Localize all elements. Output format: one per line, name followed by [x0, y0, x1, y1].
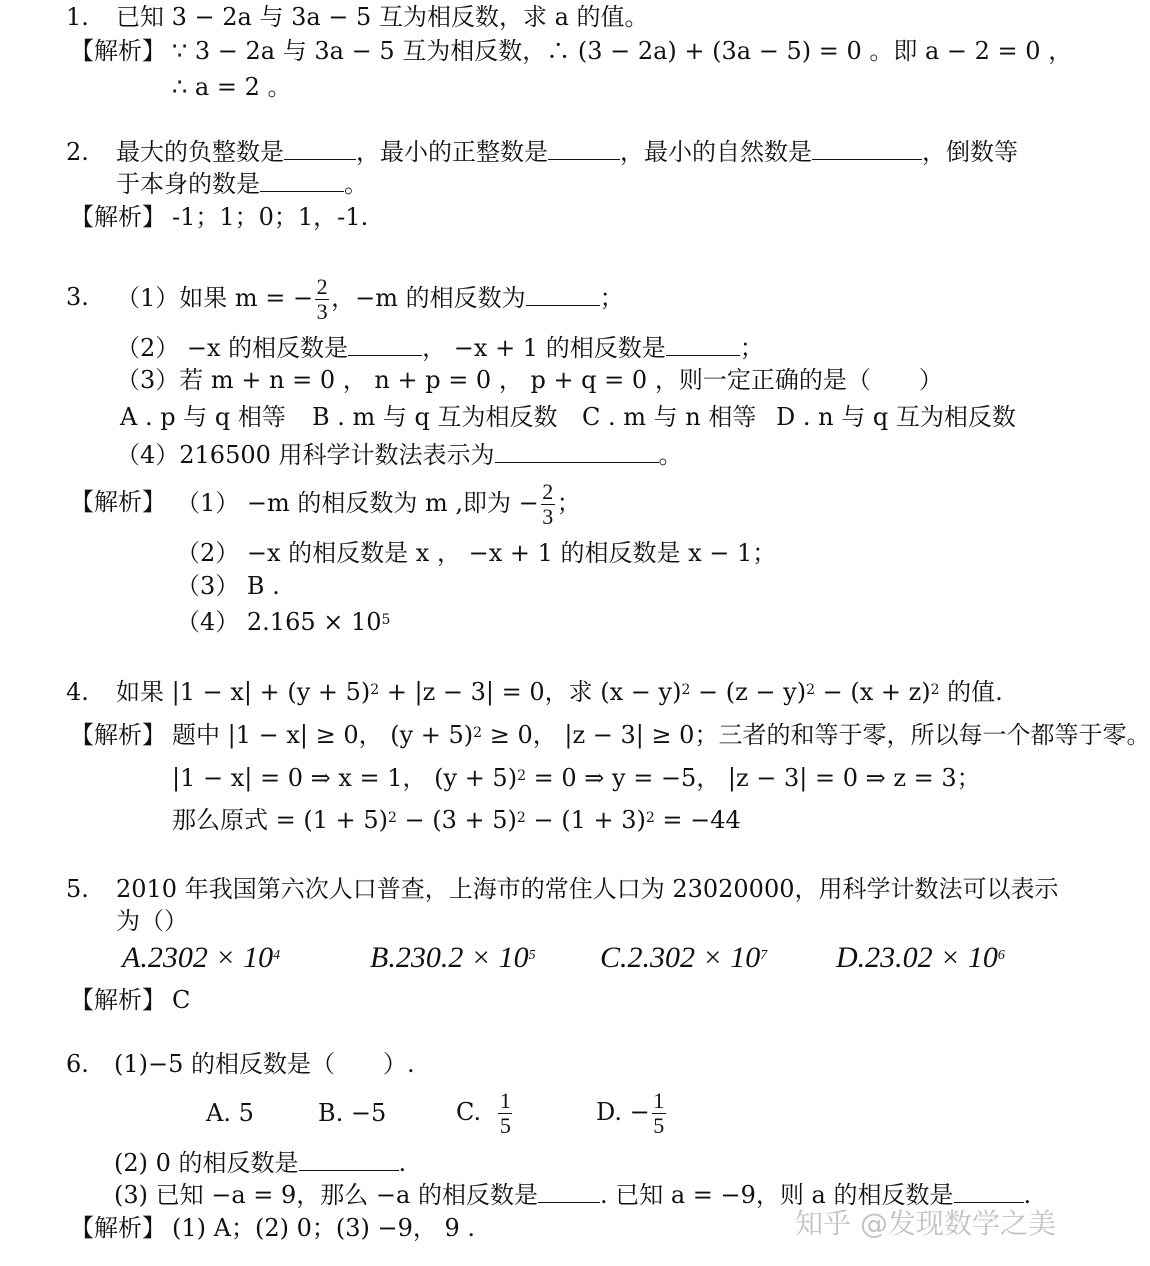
q3-blank-4 [495, 440, 659, 463]
q6-option-c-numerator: 1 [499, 1088, 511, 1113]
q3-answer-1-numerator: 2 [542, 479, 554, 504]
q4-l3-exp-3: 2 [645, 810, 655, 826]
q6-sub3-end: . [1023, 1181, 1032, 1209]
q4-solution-tag: 【解析】 [70, 721, 166, 749]
q5-option-c-text: C.2.302 × 10 [600, 941, 761, 974]
q6-option-a: A. 5 [206, 1099, 254, 1127]
q5-option-d [836, 943, 1005, 973]
q3-answer-1 [176, 475, 581, 531]
q5-option-a-exp: 4 [273, 948, 281, 963]
q6-sub3-text-a: (3) 已知 −a = 9，那么 −a 的相反数是 [114, 1181, 538, 1209]
q2-text-5: 于本身的数是 [116, 170, 260, 198]
q2-line1 [116, 137, 1018, 167]
q3-option-a: A . p 与 q 相等 [120, 403, 286, 431]
q4-solution-line3 [172, 805, 741, 835]
q3-number: 3. [66, 283, 89, 311]
q2-text-1: 最大的负整数是 [116, 138, 284, 166]
q2-text-3: ，最小的自然数是 [620, 138, 812, 166]
q5-option-b [370, 943, 536, 973]
q4-exp-3: 2 [806, 682, 815, 698]
q6-option-c-label: C. [456, 1098, 482, 1126]
q6-blank-2 [538, 1180, 600, 1203]
q2-line2 [116, 169, 368, 199]
q6-sub2 [114, 1148, 406, 1178]
q4-exp-4: 2 [930, 682, 940, 698]
q1-solution-tag: 【解析】 [70, 37, 166, 65]
q3-answer-4 [176, 607, 390, 637]
q3-answer-1-text-a: （1） −m 的相反数为 m ,即为 − [176, 489, 539, 517]
q6-blank-1 [299, 1148, 399, 1171]
q3-sub2 [116, 333, 764, 363]
q6-solution: (1) A；(2) 0；(3) −9， 9 . [172, 1214, 476, 1242]
q4-l1-a: 题中 |1 − x| ≥ 0， (y + 5) [172, 721, 474, 749]
q4-l2-exp: 2 [517, 768, 526, 784]
q6-option-d-numerator: 1 [653, 1088, 665, 1113]
q6-option-d-label: D. − [596, 1098, 650, 1126]
q3-answer-3: （3） B . [176, 572, 280, 600]
q5-option-c [600, 943, 767, 973]
q4-l2-a: |1 − x| = 0 ⇒ x = 1， (y + 5) [172, 764, 518, 792]
q6-option-c-fraction [498, 1089, 512, 1138]
q4-stem [116, 677, 1003, 707]
q4-l1-exp: 2 [473, 725, 483, 741]
q3-option-b: B . m 与 q 互为相反数 [312, 403, 558, 431]
q4-l3-exp-2: 2 [516, 810, 526, 826]
q1-stem: 已知 3 − 2a 与 3a − 5 互为相反数，求 a 的值。 [116, 3, 649, 31]
q5-option-b-text: B.230.2 × 10 [370, 941, 529, 974]
q6-sub2-text: (2) 0 的相反数是 [114, 1149, 299, 1177]
q3-blank-1 [526, 283, 600, 306]
q4-l3-b: − (3 + 5) [396, 806, 517, 834]
q3-answer-1-fraction [541, 480, 555, 529]
q5-option-d-exp: 6 [997, 948, 1005, 963]
q2-number: 2. [66, 138, 89, 166]
q3-option-c: C . m 与 n 相等 [582, 403, 757, 431]
q4-stem-a: 如果 |1 − x| + (y + 5) [116, 678, 371, 706]
watermark: 知乎 @发现数学之美 [795, 1207, 1056, 1240]
q3-sub4-text-b: 。 [658, 441, 683, 469]
q3-sub2-text-c: ； [739, 334, 764, 362]
q4-stem-b: + |z − 3| = 0，求 (x − y) [379, 678, 682, 706]
q3-answer-4-text: （4） 2.165 × 10 [176, 608, 382, 636]
q5-option-d-text: D.23.02 × 10 [836, 941, 998, 974]
q3-sub1 [116, 270, 624, 326]
q6-solution-tag: 【解析】 [70, 1214, 166, 1242]
q2-solution-tag: 【解析】 [70, 203, 166, 231]
q2-text-2: ，最小的正整数是 [356, 138, 548, 166]
q3-blank-3 [666, 333, 740, 356]
q4-stem-c: − (z − y) [690, 678, 807, 706]
q5-solution-tag: 【解析】 [70, 986, 166, 1014]
q3-answer-2: （2） −x 的相反数是 x ， −x + 1 的相反数是 x − 1； [176, 539, 777, 567]
q3-sub4-text-a: （4）216500 用科学计数法表示为 [116, 441, 495, 469]
q6-blank-3 [954, 1180, 1024, 1203]
q6-option-c-denominator: 5 [499, 1113, 511, 1138]
q3-sub1-text-c: ； [599, 284, 624, 312]
q3-solution-tag: 【解析】 [70, 488, 166, 516]
q4-l3-c: − (1 + 3) [525, 806, 646, 834]
q5-solution: C [172, 986, 191, 1014]
q3-sub4 [116, 440, 683, 470]
q6-option-c [456, 1084, 514, 1140]
q3-sub3: （3）若 m + n = 0 ， n + p = 0 ， p + q = 0 ，则一定正确的是（ ） [116, 366, 943, 394]
q6-sub2-end: . [398, 1149, 407, 1177]
q5-option-c-exp: 7 [760, 948, 768, 963]
q2-blank-1 [284, 137, 356, 160]
q3-sub1-denominator: 3 [316, 299, 328, 324]
q1-solution-line2: ∴ a = 2 。 [172, 73, 292, 101]
q3-sub1-fraction [315, 275, 329, 324]
q6-sub1: (1)−5 的相反数是（ ）. [114, 1050, 415, 1078]
q6-option-d [596, 1084, 668, 1140]
q3-sub1-text-a: （1）如果 m = − [116, 284, 314, 312]
q4-stem-d: − (x + z) [814, 678, 931, 706]
q6-option-b: B. −5 [318, 1099, 387, 1127]
q4-l1-b: ≥ 0， |z − 3| ≥ 0；三者的和等于零，所以每一个都等于零。 [482, 721, 1150, 749]
q6-number: 6. [66, 1050, 89, 1078]
q2-blank-4 [260, 169, 344, 192]
q3-sub2-text-b: ， −x + 1 的相反数是 [422, 334, 666, 362]
q2-text-4: ，倒数等 [922, 138, 1018, 166]
q5-option-a [122, 943, 280, 973]
q5-option-a-text: A.2302 × 10 [122, 941, 274, 974]
q6-option-d-fraction [652, 1089, 666, 1138]
q3-blank-2 [348, 333, 422, 356]
q4-solution-line2 [172, 763, 981, 793]
q4-number: 4. [66, 678, 89, 706]
q3-sub1-text-b: ，−m 的相反数为 [331, 284, 526, 312]
q4-stem-f: 的值. [939, 678, 1003, 706]
q4-l3-a: 那么原式 = (1 + 5) [172, 806, 388, 834]
q4-l3-d: = −44 [654, 806, 741, 834]
q2-blank-2 [548, 137, 620, 160]
q3-answer-1-denominator: 3 [542, 504, 554, 529]
q5-number: 5. [66, 875, 89, 903]
q3-sub2-text-a: （2） −x 的相反数是 [116, 334, 349, 362]
q4-l2-b: = 0 ⇒ y = −5， |z − 3| = 0 ⇒ z = 3； [526, 764, 981, 792]
q3-option-d: D . n 与 q 互为相反数 [776, 403, 1016, 431]
q1-solution-line1: ∵ 3 − 2a 与 3a − 5 互为相反数，∴ (3 − 2a) + (3a − 5) = 0 。即 a − 2 = 0 ， [172, 37, 1073, 65]
q4-l3-exp-1: 2 [388, 810, 397, 826]
q1-number: 1. [66, 3, 89, 31]
q4-solution-line1 [172, 720, 1150, 750]
q4-exp-1: 2 [370, 682, 380, 698]
q3-sub1-numerator: 2 [316, 274, 328, 299]
q6-option-d-denominator: 5 [653, 1113, 665, 1138]
q2-solution: -1；1；0；1，-1. [172, 203, 369, 231]
q3-answer-1-text-b: ； [556, 489, 581, 517]
q6-sub3-text-b: . 已知 a = −9，则 a 的相反数是 [599, 1181, 954, 1209]
q2-text-6: 。 [344, 170, 368, 198]
q2-blank-3 [812, 137, 922, 160]
q5-stem-line2: 为（） [116, 907, 188, 935]
q3-answer-4-exponent: 5 [381, 612, 391, 628]
q5-stem-line1: 2010 年我国第六次人口普查，上海市的常住人口为 23020000，用科学计数法可以表示 [116, 875, 1059, 903]
q5-option-b-exp: 5 [528, 948, 536, 963]
q4-exp-2: 2 [681, 682, 691, 698]
